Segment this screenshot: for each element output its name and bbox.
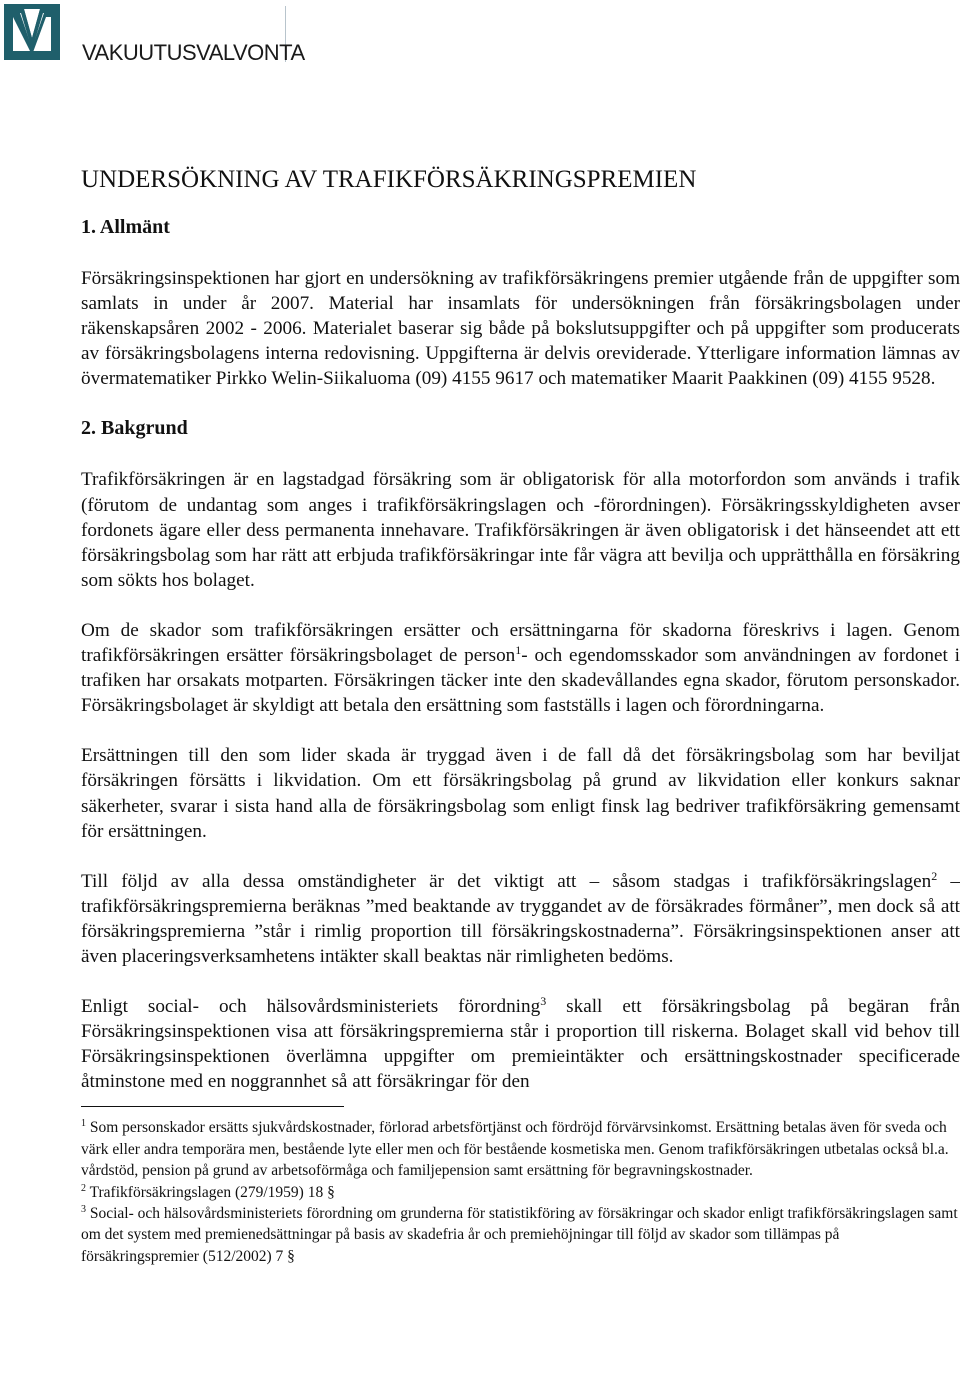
footnote-1 (81, 1117, 960, 1181)
paragraph-bakgrund-3: Ersättningen till den som lider skada är tryggad även i de fall då det försäkringsbolag som har beviljat försäkringen försätts i likvidation. Om ett försäkringsbolag på grund av likvidation eller konkurs saknar säkerheter, svarar i sista hand alla de försäkringsbolag som enligt finsk lag bedriver trafikförsäkring gemensamt för ersättningen. (81, 745, 960, 842)
footnote-number: 2 (81, 1182, 86, 1194)
document-title: UNDERSÖKNING AV TRAFIKFÖRSÄKRINGSPREMIEN (81, 166, 697, 193)
footnote-ref: 3 (540, 994, 547, 1009)
footnote-number: 1 (81, 1118, 86, 1130)
paragraph-text: - och egendomsskador som användningen av fordonet i trafiken har orsakats motparten. Försäkringen täcker inte den skadevållandes egna skador, förutom personskador. Försäkringsbolaget är skyldigt att betala den ersättning som fastställs i lagen och förordningarna. (81, 645, 960, 717)
logo-text: VAKUUTUSVALVONTA (82, 40, 305, 65)
paragraph-bakgrund-1: Trafikförsäkringen är en lagstadgad försäkring som är obligatorisk för alla motorfordon som används i trafik (förutom de undantag som anges i trafikförsäkringslagen och -förordningen). Försäkringsskyldigheten avser fordonets ägare eller dess permanenta innehavare. Trafikförsäkringen är även obligatorisk i det hänseendet att ett försäkringsbolag som har rätt att erbjuda trafikförsäkringar inte får vägra att bevilja och upprätthålla en försäkring som sökts hos bolaget. (81, 469, 960, 591)
check-mark-logo-icon (4, 4, 60, 60)
paragraph-bakgrund-5 (81, 994, 960, 1094)
footnote-number: 3 (81, 1204, 86, 1216)
paragraph-text: Om de skador som trafikförsäkringen ersätter och ersättningarna för skadorna föreskrivs i lagen. Genom trafikförsäkringen ersätter försäkringsbolaget de person (81, 619, 960, 667)
footnote-ref: 2 (931, 868, 938, 883)
section-heading-allmant: 1. Allmänt (81, 216, 170, 238)
footnote-ref: 1 (515, 643, 522, 658)
paragraph-text: Enligt social- och hälsovårdsministeriets förordning (81, 996, 541, 1018)
paragraph-text: skall ett försäkringsbolag på begäran från Försäkringsinspektionen visa att försäkringspremierna står i proportion till riskerna. Bolaget skall vid behov till Försäkringsinspektionen överlämna uppgifter om premieintäkter och ersättningskostnader specificerade åtminstone med en noggrannhet så att försäkringar för den (81, 996, 960, 1093)
footnote-2 (81, 1182, 960, 1203)
footnote-text: Trafikförsäkringslagen (279/1959) 18 § (86, 1183, 335, 1201)
paragraph-bakgrund-4 (81, 869, 960, 969)
footnote-separator (81, 1106, 344, 1107)
vakuutusvalvonta-logo (4, 4, 305, 65)
section-heading-bakgrund: 2. Bakgrund (81, 417, 188, 440)
footnote-3 (81, 1203, 960, 1267)
paragraph-allmant: Försäkringsinspektionen har gjort en undersökning av trafikförsäkringens premier utgående från de uppgifter som samlats in under år 2007. Material har insamlats för undersökningen från försäkringsbolagen under räkenskapsåren 2002 - 2006. Materialet baserar sig både på bokslutsuppgifter och på uppgifter som producerats av försäkringsbolagens interna redovisning. Uppgifterna är delvis oreviderade. Ytterligare information lämnas av övermatematiker Pirkko Welin-Siikaluoma (09) 4155 9617 och matematiker Maarit Paakkinen (09) 4155 9528. (81, 268, 960, 390)
footnote-text: Social- och hälsovårdsministeriets förordning om grunderna för statistikföring av försäkringar och skador enligt trafikförsäkringslagen samt om det system med premienedsättningar på basis av skadefria år och premiehöjningar till följd av skador som tillämpas på försäkringspremier (512/2002) 7 § (81, 1205, 958, 1265)
paragraph-bakgrund-2 (81, 618, 960, 718)
paragraph-text: – trafikförsäkringspremierna beräknas ”med beaktande av tryggandet av de försäkrades förmåner”, men dock så att försäkringspremierna ”står i rimlig proportion till försäkringskostnaderna”. Försäkringsinspektionen anser att även placeringsverksamhetens intäkter skall beaktas när rimligheten bedöms. (81, 870, 960, 967)
document-body (81, 162, 960, 1267)
footnote-text: Som personskador ersätts sjukvårdskostnader, förlorad arbetsförtjänst och fördröjd förvärvsinkomst. Ersättning betalas även för sveda och värk eller andra temporära men, bestående lyte eller men och för bestående kosmetiska men. Genom trafikförsäkringen utbetalas också bl.a. vårdstöd, pension på grund av arbetsoförmåga och familjepension samt ersättning för begravningskostnader. (81, 1119, 949, 1180)
paragraph-text: Till följd av alla dessa omständigheter är det viktigt att – såsom stadgas i trafikförsäkringslagen (81, 870, 932, 892)
footnotes (81, 1117, 960, 1267)
